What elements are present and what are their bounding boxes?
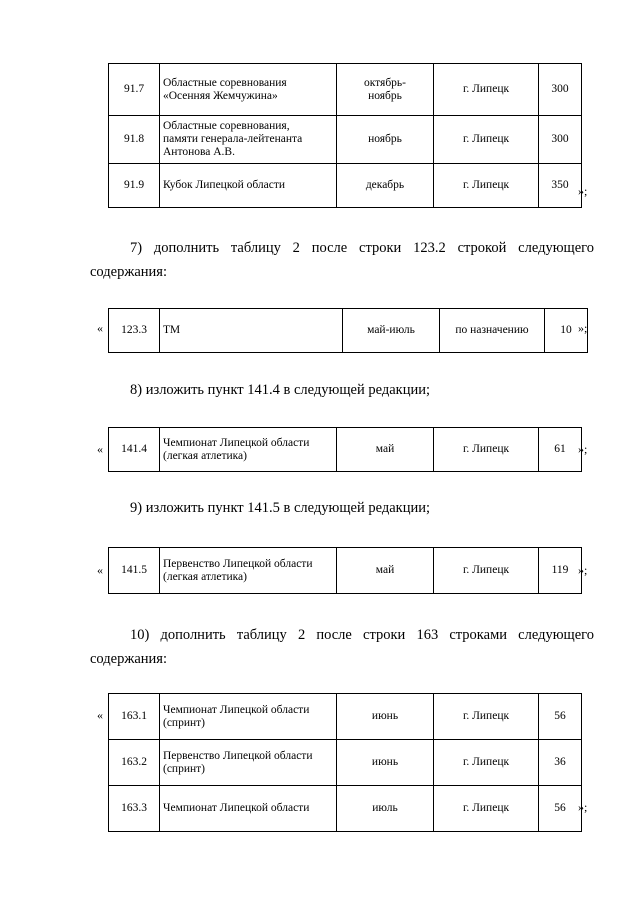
event-place: г. Липецк [434,164,539,208]
open-quote: « [97,321,103,335]
table-141-5 [108,547,582,594]
participant-count: 61 [539,428,582,472]
paragraph-10: 10) дополнить таблицу 2 после строки 163 строками следующего содержания: [90,627,594,667]
event-place: г. Липецк [434,116,539,164]
close-quote: »; [578,800,588,814]
event-place: г. Липецк [434,694,539,740]
event-name: Первенство Липецкой области (легкая атлетика) [160,548,337,594]
table-row [109,64,582,116]
row-number: 91.9 [109,164,160,208]
table-row [109,116,582,164]
event-place: г. Липецк [434,740,539,786]
row-number: 123.3 [109,309,160,353]
table-row [109,164,582,208]
row-number: 141.4 [109,428,160,472]
close-quote: »; [578,184,588,198]
close-quote: »; [578,321,588,335]
close-quote: »; [578,442,588,456]
open-quote: « [97,708,103,722]
table-row [109,786,582,832]
table-row [109,740,582,786]
event-period: июль [337,786,434,832]
row-number: 141.5 [109,548,160,594]
event-period: октябрь- ноябрь [337,64,434,116]
event-period: декабрь [337,164,434,208]
row-number: 163.1 [109,694,160,740]
row-number: 163.3 [109,786,160,832]
participant-count: 350 [539,164,582,208]
table-163 [108,693,582,832]
table-91 [108,63,582,208]
close-quote: »; [578,563,588,577]
event-name: Чемпионат Липецкой области (спринт) [160,694,337,740]
event-name: Областные соревнования «Осенняя Жемчужина» [160,64,337,116]
open-quote: « [97,563,103,577]
event-period: ноябрь [337,116,434,164]
paragraph-9: 9) изложить пункт 141.5 в следующей редакции; [130,500,430,516]
table-row [109,548,582,594]
event-name: Кубок Липецкой области [160,164,337,208]
paragraph-7: 7) дополнить таблицу 2 после строки 123.2 строкой следующего содержания: [90,240,594,280]
event-period: май [337,548,434,594]
event-name: Первенство Липецкой области (спринт) [160,740,337,786]
participant-count: 119 [539,548,582,594]
row-number: 163.2 [109,740,160,786]
event-place: г. Липецк [434,786,539,832]
event-name: Чемпионат Липецкой области [160,786,337,832]
event-place: г. Липецк [434,428,539,472]
table-row [109,309,588,353]
event-period: июнь [337,694,434,740]
participant-count: 10 [545,309,588,353]
table-row [109,428,582,472]
table-row [109,694,582,740]
table-141-4 [108,427,582,472]
event-period: июнь [337,740,434,786]
open-quote: « [97,442,103,456]
event-place: по назначению [440,309,545,353]
participant-count: 36 [539,740,582,786]
participant-count: 56 [539,694,582,740]
participant-count: 300 [539,64,582,116]
participant-count: 56 [539,786,582,832]
event-name: Чемпионат Липецкой области (легкая атлетика) [160,428,337,472]
event-place: г. Липецк [434,64,539,116]
event-name: Областные соревнования, памяти генерала-лейтенанта Антонова А.В. [160,116,337,164]
event-period: май [337,428,434,472]
table-123-3 [108,308,588,353]
paragraph-8: 8) изложить пункт 141.4 в следующей редакции; [130,382,430,398]
participant-count: 300 [539,116,582,164]
event-period: май-июль [343,309,440,353]
event-name: ТМ [160,309,343,353]
row-number: 91.8 [109,116,160,164]
event-place: г. Липецк [434,548,539,594]
row-number: 91.7 [109,64,160,116]
